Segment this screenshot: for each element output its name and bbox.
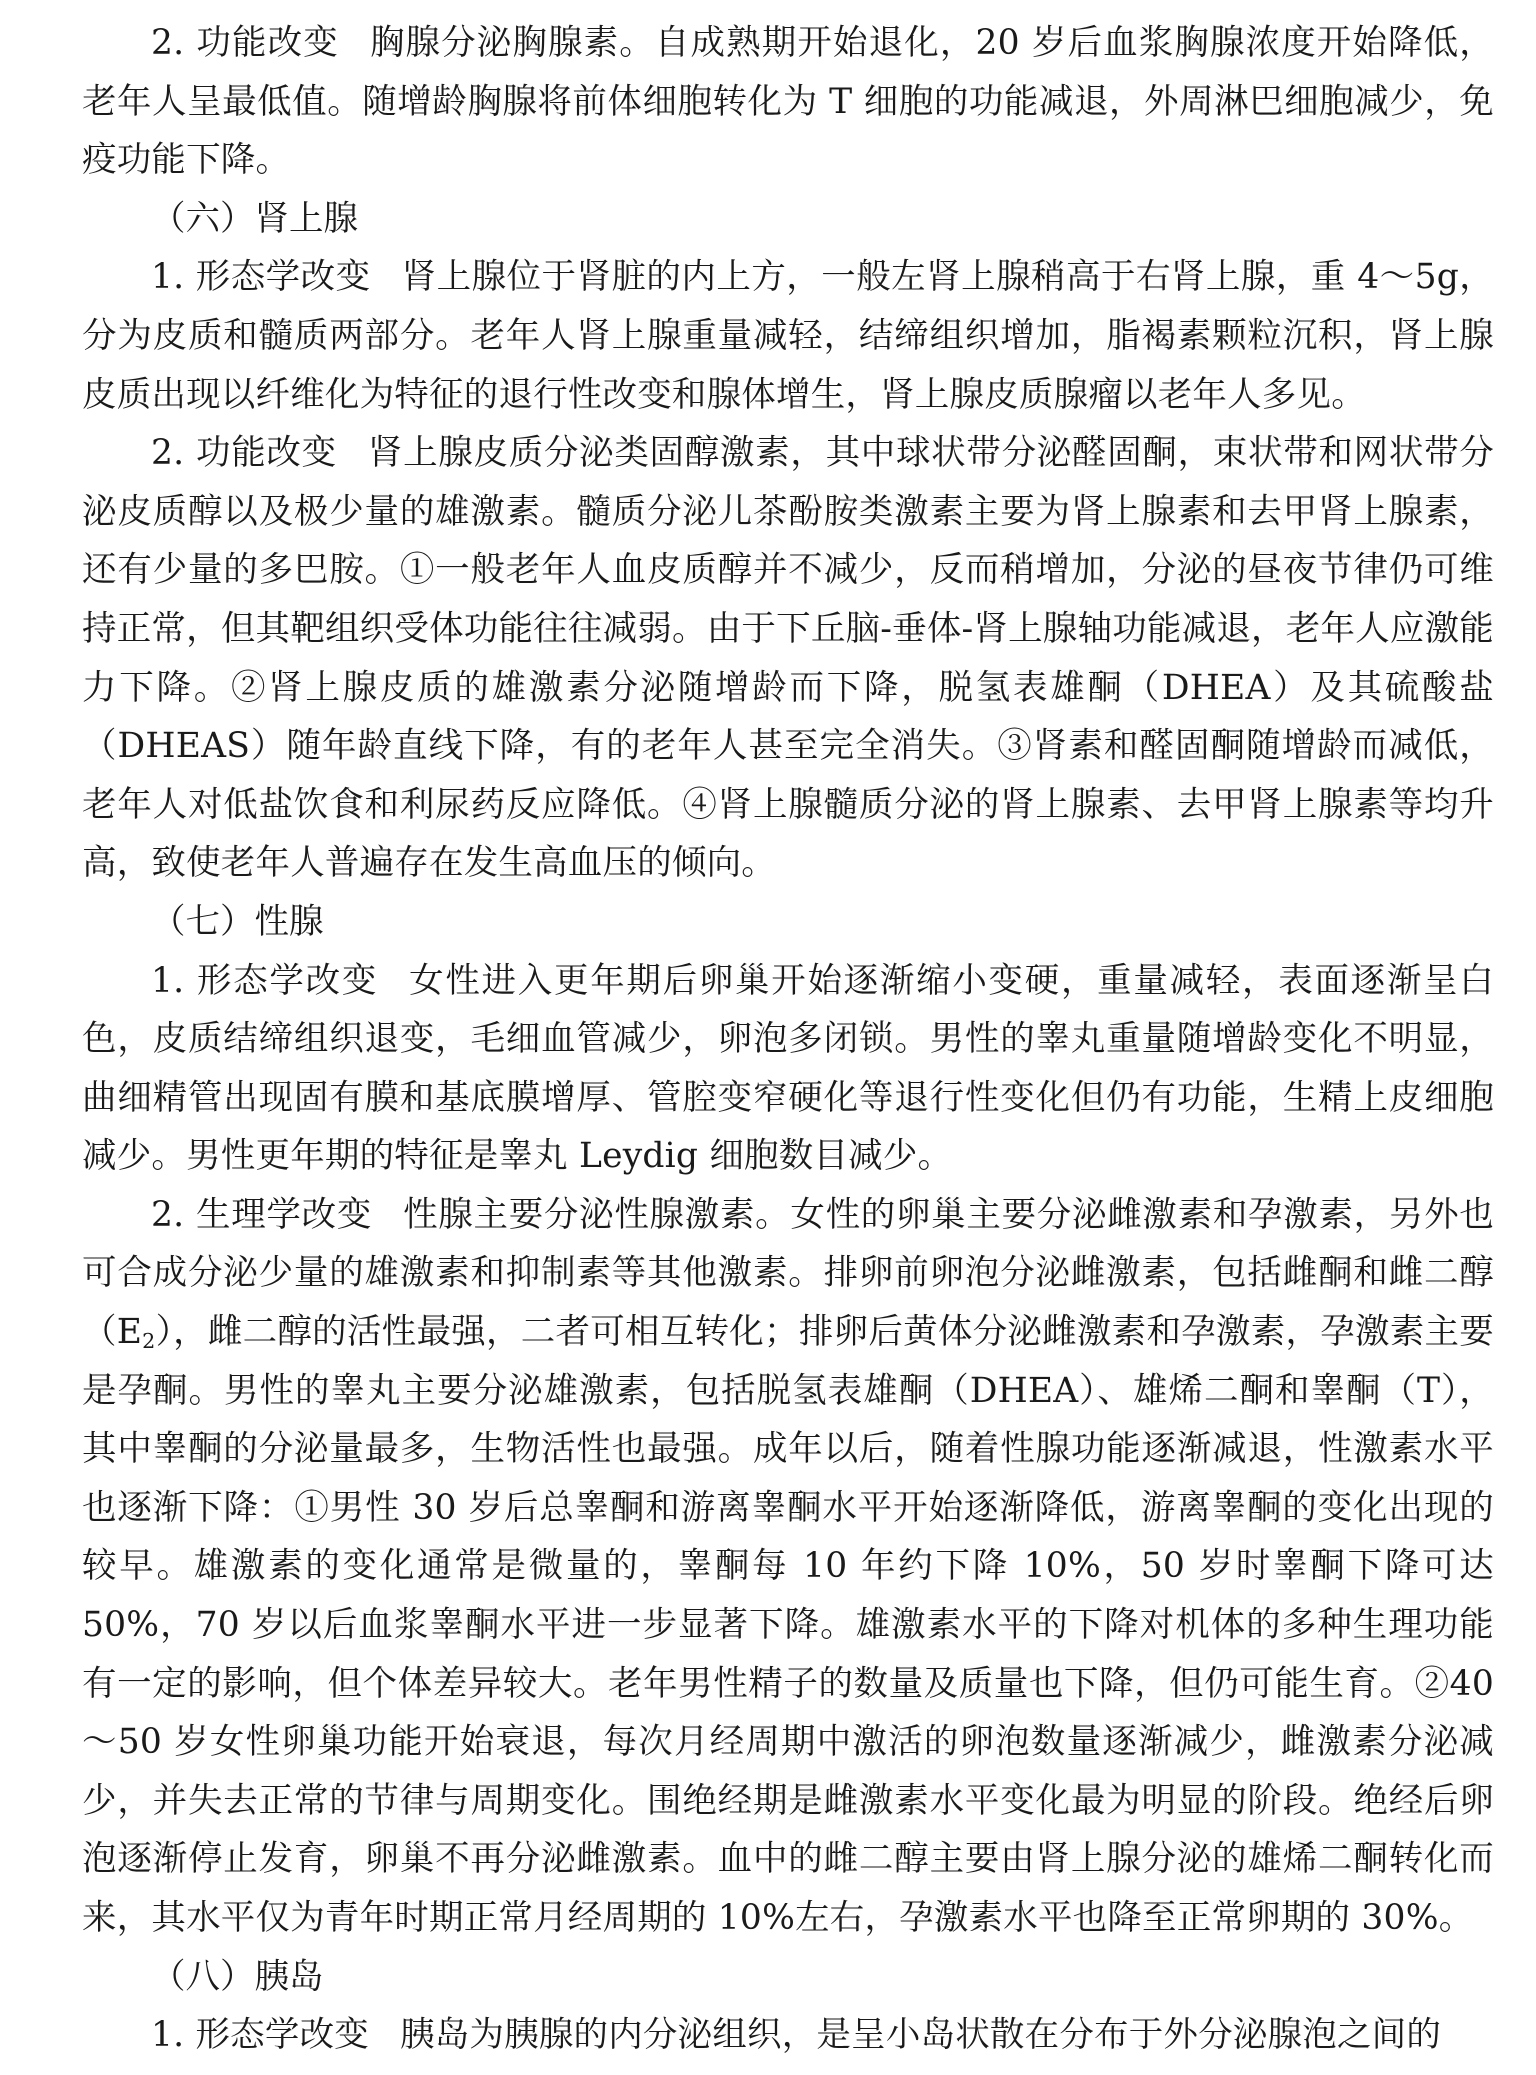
paragraph-lead: 2. 生理学改变 <box>151 1194 373 1235</box>
gonad-physiology-paragraph <box>82 1186 1494 1948</box>
estradiol-subscript: 2 <box>142 1329 156 1354</box>
adrenal-function-paragraph <box>82 424 1494 893</box>
paragraph-body: 胰岛为胰腺的内分泌组织，是呈小岛状散在分布于外分泌腺泡之间的 <box>400 2015 1442 2056</box>
paragraph-body: 女性进入更年期后卵巢开始逐渐缩小变硬，重量减轻，表面逐渐呈白色，皮质结缔组织退变，毛细血管减少，卵泡多闭锁。男性的睾丸重量随增龄变化不明显，曲细精管出现固有膜和基底膜增厚、管腔变窄硬化等退行性变化但仍有功能，生精上皮细胞减少。男性更年期的特征是睾丸 Leydig 细胞数目减少。 <box>82 960 1495 1177</box>
paragraph-body: 肾上腺皮质分泌类固醇激素，其中球状带分泌醛固酮，束状带和网状带分泌皮质醇以及极少量的雄激素。髓质分泌儿茶酚胺类激素主要为肾上腺素和去甲肾上腺素，还有少量的多巴胺。①一般老年人血皮质醇并不减少，反而稍增加，分泌的昼夜节律仍可维持正常，但其靶组织受体功能往往减弱。由于下丘脑-垂体-肾上腺轴功能减退，老年人应激能力下降。②肾上腺皮质的雄激素分泌随增龄而下降，脱氢表雄酮（DHEA）及其硫酸盐（DHEAS）随年龄直线下降，有的老年人甚至完全消失。③肾素和醛固酮随增龄而减低，老年人对低盐饮食和利尿药反应降低。④肾上腺髓质分泌的肾上腺素、去甲肾上腺素等均升高，致使老年人普遍存在发生高血压的倾向。 <box>82 433 1494 884</box>
thymus-function-paragraph <box>82 14 1494 190</box>
paragraph-body-part2: ），雌二醇的活性最强，二者可相互转化；排卵后黄体分泌雌激素和孕激素，孕激素主要是孕酮。男性的睾丸主要分泌雄激素，包括脱氢表雄酮（DHEA）、雄烯二酮和睾酮（T），其中睾酮的分泌量最多，生物活性也最强。成年以后，随着性腺功能逐渐减退，性激素水平也逐渐下降：①男性 30 岁后总睾酮和游离睾酮水平开始逐渐降低，游离睾酮的变化出现的较早。雄激素的变化通常是微量的，睾酮每 10 年约下降 10%，50 岁时睾酮下降可达 50%，70 岁以后血浆睾酮水平进一步显著下降。雄激素水平的下降对机体的多种生理功能有一定的影响，但个体差异较大。老年男性精子的数量及质量也下降，但仍可能生育。②40～50 岁女性卵巢功能开始衰退，每次月经周期中激活的卵泡数量逐渐减少，雌激素分泌减少，并失去正常的节律与周期变化。围绝经期是雌激素水平变化最为明显的阶段。绝经后卵泡逐渐停止发育，卵巢不再分泌雌激素。血中的雌二醇主要由肾上腺分泌的雄烯二酮转化而来，其水平仅为青年时期正常月经周期的 10%左右，孕激素水平也降至正常卵期的 30%。 <box>82 1312 1494 1938</box>
section-heading-adrenal: （六）肾上腺 <box>151 198 358 239</box>
section-heading-gonad: （七）性腺 <box>151 901 324 942</box>
gonad-morphology-paragraph <box>82 952 1494 1186</box>
document-page <box>82 14 1494 2065</box>
paragraph-lead: 1. 形态学改变 <box>151 2015 369 2056</box>
paragraph-lead: 1. 形态学改变 <box>151 960 379 1001</box>
paragraph-body-part1: 性腺主要分泌性腺激素。女性的卵巢主要分泌雌激素和孕激素，另外也可合成分泌少量的雄激素和抑制素等其他激素。排卵前卵泡分泌雌激素，包括雌酮和雌二醇（E <box>82 1194 1494 1353</box>
paragraph-body: 胸腺分泌胸腺素。自成熟期开始退化，20 岁后血浆胸腺浓度开始降低，老年人呈最低值。随增龄胸腺将前体细胞转化为 T 细胞的功能减退，外周淋巴细胞减少，免疫功能下降。 <box>82 23 1494 181</box>
adrenal-morphology-paragraph <box>82 248 1494 424</box>
islet-morphology-paragraph <box>82 2006 1494 2065</box>
paragraph-lead: 2. 功能改变 <box>151 23 339 63</box>
paragraph-lead: 2. 功能改变 <box>151 433 337 474</box>
paragraph-body: 肾上腺位于肾脏的内上方，一般左肾上腺稍高于右肾上腺，重 4～5g，分为皮质和髓质两部分。老年人肾上腺重量减轻，结缔组织增加，脂褐素颗粒沉积，肾上腺皮质出现以纤维化为特征的退行性改变和腺体增生，肾上腺皮质腺瘤以老年人多见。 <box>82 257 1494 415</box>
section-heading-islet: （八）胰岛 <box>151 1956 324 1997</box>
paragraph-lead: 1. 形态学改变 <box>151 257 371 298</box>
